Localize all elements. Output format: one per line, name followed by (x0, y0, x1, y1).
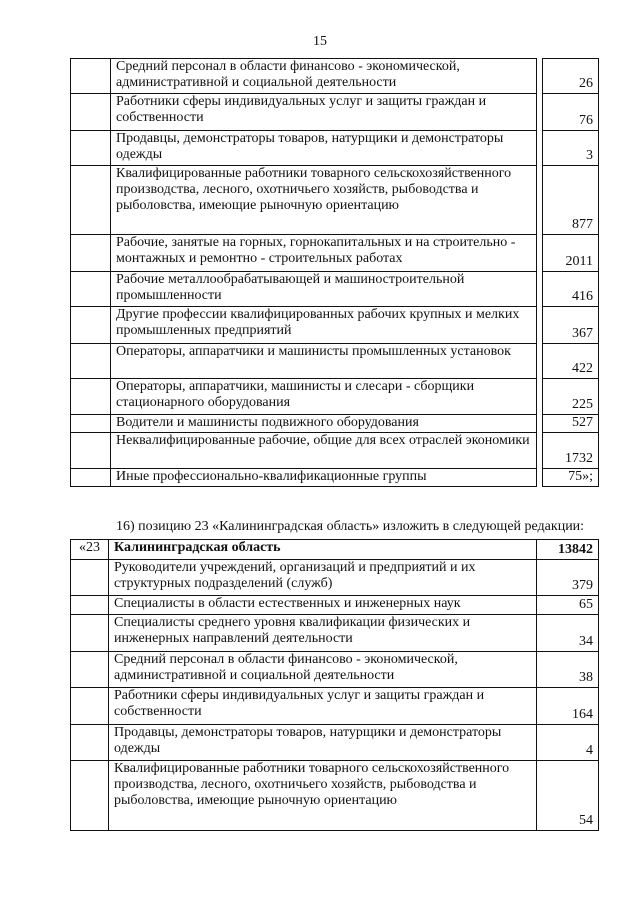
occupation-name: Средний персонал в области финансово - экономической, административной и социальной деятельности (109, 652, 537, 688)
code-cell (71, 379, 111, 415)
table-row (71, 344, 599, 379)
page-number: 15 (313, 34, 327, 49)
table-row (71, 415, 599, 433)
occupation-name: Рабочие металлообрабатывающей и машиностроительной промышленности (111, 272, 537, 307)
code-cell (71, 166, 111, 235)
code-cell (71, 131, 111, 166)
occupation-name: Операторы, аппаратчики и машинисты промышленных установок (111, 344, 537, 379)
occupation-name: Специалисты в области естественных и инженерных наук (109, 596, 537, 615)
occupation-value: 225 (543, 379, 599, 415)
occupation-value: 1732 (543, 433, 599, 469)
table-row (71, 761, 599, 831)
occupation-value: 4 (537, 725, 599, 761)
occupation-name: Другие профессии квалифицированных рабочих крупных и мелких промышленных предприятий (111, 307, 537, 344)
table-row (71, 596, 599, 615)
code-cell (71, 761, 109, 831)
occupation-value: 422 (543, 344, 599, 379)
table-row (71, 307, 599, 344)
table-row (71, 131, 599, 166)
occupation-value: 877 (543, 166, 599, 235)
amendment-instruction: 16) позицию 23 «Калининградская область» изложить в следующей редакции: (116, 519, 585, 534)
occupation-name: Квалифицированные работники товарного сельскохозяйственного производства, лесного, охотничьего хозяйств, рыбоводства и рыболовства, имеющие рыночную ориентацию (109, 761, 537, 831)
occupation-name: Квалифицированные работники товарного сельскохозяйственного производства, лесного, охотничьего хозяйств, рыбоводства и рыболовства, имеющие рыночную ориентацию (111, 166, 537, 235)
code-cell (71, 307, 111, 344)
table-row (71, 469, 599, 487)
occupation-value: 34 (537, 615, 599, 652)
occupation-value: 367 (543, 307, 599, 344)
code-cell (71, 59, 111, 94)
occupation-name: Специалисты среднего уровня квалификации физических и инженерных направлений деятельности (109, 615, 537, 652)
table-row (71, 615, 599, 652)
occupation-value: 379 (537, 560, 599, 596)
table-row (71, 652, 599, 688)
occupation-value: 164 (537, 688, 599, 725)
occupation-value: 54 (537, 761, 599, 831)
kaliningrad-occupation-table (70, 539, 599, 831)
occupation-name: Иные профессионально-квалификационные группы (111, 469, 537, 487)
code-cell (71, 560, 109, 596)
occupation-name: Неквалифицированные рабочие, общие для всех отраслей экономики (111, 433, 537, 469)
table-row (71, 235, 599, 272)
table-row (71, 272, 599, 307)
table-row (71, 725, 599, 761)
occupation-value: 76 (543, 94, 599, 131)
occupation-name: Руководители учреждений, организаций и предприятий и их структурных подразделений (служб) (109, 560, 537, 596)
code-cell (71, 688, 109, 725)
occupation-name: Водители и машинисты подвижного оборудования (111, 415, 537, 433)
occupation-name: Продавцы, демонстраторы товаров, натурщики и демонстраторы одежды (111, 131, 537, 166)
table-row (71, 560, 599, 596)
code-cell (71, 433, 111, 469)
code-cell (71, 596, 109, 615)
occupation-value: 527 (543, 415, 599, 433)
region-total: 13842 (537, 540, 599, 560)
code-cell (71, 415, 111, 433)
region-name: Калининградская область (109, 540, 537, 560)
code-cell (71, 272, 111, 307)
code-cell (71, 725, 109, 761)
occupation-table-continued (70, 58, 599, 487)
table-header-row (71, 540, 599, 560)
table-row (71, 166, 599, 235)
occupation-name: Операторы, аппаратчики, машинисты и слесари - сборщики стационарного оборудования (111, 379, 537, 415)
table-row (71, 433, 599, 469)
occupation-name: Средний персонал в области финансово - экономической, административной и социальной деятельности (111, 59, 537, 94)
occupation-name: Работники сферы индивидуальных услуг и защиты граждан и собственности (111, 94, 537, 131)
occupation-value: 75»; (543, 469, 599, 487)
occupation-name: Работники сферы индивидуальных услуг и защиты граждан и собственности (109, 688, 537, 725)
occupation-value: 3 (543, 131, 599, 166)
code-cell (71, 652, 109, 688)
occupation-value: 65 (537, 596, 599, 615)
occupation-value: 416 (543, 272, 599, 307)
occupation-name: Продавцы, демонстраторы товаров, натурщики и демонстраторы одежды (109, 725, 537, 761)
table-row (71, 688, 599, 725)
code-cell (71, 235, 111, 272)
table-row (71, 379, 599, 415)
code-cell (71, 94, 111, 131)
table-row (71, 59, 599, 94)
code-cell (71, 469, 111, 487)
occupation-name: Рабочие, занятые на горных, горнокапитальных и на строительно - монтажных и ремонтно - строительных работах (111, 235, 537, 272)
position-code: «23 (71, 540, 109, 560)
table-row (71, 94, 599, 131)
occupation-value: 2011 (543, 235, 599, 272)
code-cell (71, 344, 111, 379)
occupation-value: 26 (543, 59, 599, 94)
occupation-value: 38 (537, 652, 599, 688)
code-cell (71, 615, 109, 652)
